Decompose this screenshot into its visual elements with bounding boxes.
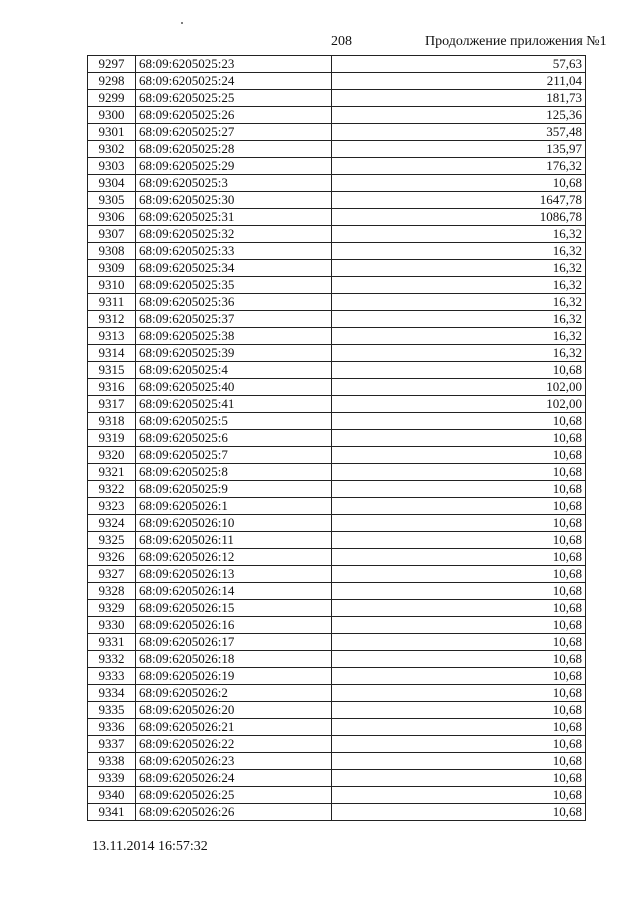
row-number-cell: 9297 [88,56,136,73]
cadastral-number-cell: 68:09:6205025:3 [136,175,332,192]
row-number-cell: 9341 [88,804,136,821]
area-value-cell: 10,68 [332,498,586,515]
cadastral-number-cell: 68:09:6205026:14 [136,583,332,600]
row-number-cell: 9321 [88,464,136,481]
row-number-cell: 9328 [88,583,136,600]
row-number-cell: 9312 [88,311,136,328]
area-value-cell: 102,00 [332,379,586,396]
row-number-cell: 9316 [88,379,136,396]
area-value-cell: 10,68 [332,566,586,583]
cadastral-number-cell: 68:09:6205025:34 [136,260,332,277]
cadastral-number-cell: 68:09:6205026:12 [136,549,332,566]
area-value-cell: 16,32 [332,311,586,328]
area-value-cell: 10,68 [332,617,586,634]
area-value-cell: 10,68 [332,362,586,379]
row-number-cell: 9324 [88,515,136,532]
table-row [88,73,586,90]
table-row [88,702,586,719]
cadastral-number-cell: 68:09:6205025:30 [136,192,332,209]
cadastral-register-table [87,55,586,821]
row-number-cell: 9337 [88,736,136,753]
area-value-cell: 10,68 [332,702,586,719]
row-number-cell: 9302 [88,141,136,158]
table-row [88,107,586,124]
table-row [88,498,586,515]
table-row [88,158,586,175]
page-number: 208 [331,34,352,49]
cadastral-number-cell: 68:09:6205025:4 [136,362,332,379]
area-value-cell: 16,32 [332,226,586,243]
table-row [88,56,586,73]
table-row [88,770,586,787]
cadastral-number-cell: 68:09:6205025:26 [136,107,332,124]
row-number-cell: 9336 [88,719,136,736]
area-value-cell: 211,04 [332,73,586,90]
cadastral-number-cell: 68:09:6205025:23 [136,56,332,73]
row-number-cell: 9338 [88,753,136,770]
table-row [88,804,586,821]
scan-speck [181,22,183,24]
table-row [88,260,586,277]
cadastral-number-cell: 68:09:6205026:18 [136,651,332,668]
area-value-cell: 10,68 [332,447,586,464]
cadastral-number-cell: 68:09:6205025:36 [136,294,332,311]
cadastral-number-cell: 68:09:6205025:24 [136,73,332,90]
area-value-cell: 10,68 [332,685,586,702]
area-value-cell: 16,32 [332,328,586,345]
table-row [88,192,586,209]
row-number-cell: 9314 [88,345,136,362]
cadastral-number-cell: 68:09:6205025:40 [136,379,332,396]
cadastral-number-cell: 68:09:6205025:25 [136,90,332,107]
area-value-cell: 10,68 [332,634,586,651]
row-number-cell: 9305 [88,192,136,209]
area-value-cell: 10,68 [332,583,586,600]
table-row [88,328,586,345]
row-number-cell: 9332 [88,651,136,668]
row-number-cell: 9309 [88,260,136,277]
cadastral-number-cell: 68:09:6205025:39 [136,345,332,362]
register-table-body [88,56,586,821]
row-number-cell: 9315 [88,362,136,379]
cadastral-number-cell: 68:09:6205026:1 [136,498,332,515]
area-value-cell: 10,68 [332,515,586,532]
table-row [88,226,586,243]
table-row [88,362,586,379]
cadastral-number-cell: 68:09:6205025:7 [136,447,332,464]
row-number-cell: 9322 [88,481,136,498]
area-value-cell: 1647,78 [332,192,586,209]
area-value-cell: 10,68 [332,770,586,787]
row-number-cell: 9303 [88,158,136,175]
table-row [88,430,586,447]
cadastral-number-cell: 68:09:6205026:22 [136,736,332,753]
table-row [88,311,586,328]
row-number-cell: 9320 [88,447,136,464]
row-number-cell: 9331 [88,634,136,651]
cadastral-number-cell: 68:09:6205025:8 [136,464,332,481]
table-row [88,396,586,413]
cadastral-number-cell: 68:09:6205026:16 [136,617,332,634]
area-value-cell: 16,32 [332,243,586,260]
table-row [88,736,586,753]
area-value-cell: 10,68 [332,736,586,753]
table-row [88,634,586,651]
row-number-cell: 9326 [88,549,136,566]
row-number-cell: 9339 [88,770,136,787]
cadastral-number-cell: 68:09:6205025:41 [136,396,332,413]
cadastral-number-cell: 68:09:6205025:28 [136,141,332,158]
cadastral-number-cell: 68:09:6205026:19 [136,668,332,685]
area-value-cell: 10,68 [332,753,586,770]
table-row [88,566,586,583]
row-number-cell: 9319 [88,430,136,447]
table-row [88,719,586,736]
row-number-cell: 9327 [88,566,136,583]
row-number-cell: 9301 [88,124,136,141]
table-row [88,617,586,634]
area-value-cell: 10,68 [332,787,586,804]
table-row [88,243,586,260]
table-row [88,532,586,549]
table-row [88,668,586,685]
row-number-cell: 9323 [88,498,136,515]
appendix-continuation-note: Продолжение приложения №1 [425,34,607,49]
cadastral-number-cell: 68:09:6205026:11 [136,532,332,549]
cadastral-number-cell: 68:09:6205025:35 [136,277,332,294]
cadastral-number-cell: 68:09:6205026:2 [136,685,332,702]
cadastral-number-cell: 68:09:6205026:26 [136,804,332,821]
table-row [88,481,586,498]
table-row [88,753,586,770]
table-row [88,294,586,311]
cadastral-number-cell: 68:09:6205025:29 [136,158,332,175]
area-value-cell: 125,36 [332,107,586,124]
table-row [88,379,586,396]
row-number-cell: 9325 [88,532,136,549]
table-row [88,583,586,600]
area-value-cell: 16,32 [332,294,586,311]
row-number-cell: 9340 [88,787,136,804]
table-row [88,124,586,141]
cadastral-number-cell: 68:09:6205025:9 [136,481,332,498]
table-row [88,447,586,464]
area-value-cell: 1086,78 [332,209,586,226]
area-value-cell: 16,32 [332,277,586,294]
cadastral-number-cell: 68:09:6205026:17 [136,634,332,651]
row-number-cell: 9335 [88,702,136,719]
table-row [88,90,586,107]
area-value-cell: 10,68 [332,804,586,821]
cadastral-number-cell: 68:09:6205025:33 [136,243,332,260]
area-value-cell: 10,68 [332,651,586,668]
area-value-cell: 10,68 [332,600,586,617]
table-row [88,175,586,192]
row-number-cell: 9308 [88,243,136,260]
table-row [88,464,586,481]
row-number-cell: 9311 [88,294,136,311]
area-value-cell: 10,68 [332,549,586,566]
cadastral-number-cell: 68:09:6205025:5 [136,413,332,430]
row-number-cell: 9304 [88,175,136,192]
cadastral-number-cell: 68:09:6205025:38 [136,328,332,345]
table-row [88,651,586,668]
cadastral-number-cell: 68:09:6205026:23 [136,753,332,770]
cadastral-number-cell: 68:09:6205026:24 [136,770,332,787]
row-number-cell: 9333 [88,668,136,685]
area-value-cell: 181,73 [332,90,586,107]
area-value-cell: 10,68 [332,668,586,685]
area-value-cell: 10,68 [332,430,586,447]
table-row [88,413,586,430]
cadastral-number-cell: 68:09:6205025:31 [136,209,332,226]
area-value-cell: 176,32 [332,158,586,175]
row-number-cell: 9307 [88,226,136,243]
area-value-cell: 10,68 [332,719,586,736]
row-number-cell: 9306 [88,209,136,226]
area-value-cell: 10,68 [332,532,586,549]
area-value-cell: 135,97 [332,141,586,158]
area-value-cell: 357,48 [332,124,586,141]
row-number-cell: 9334 [88,685,136,702]
table-row [88,515,586,532]
print-timestamp: 13.11.2014 16:57:32 [92,839,208,854]
area-value-cell: 16,32 [332,345,586,362]
row-number-cell: 9330 [88,617,136,634]
area-value-cell: 10,68 [332,175,586,192]
row-number-cell: 9317 [88,396,136,413]
cadastral-number-cell: 68:09:6205025:37 [136,311,332,328]
table-row [88,141,586,158]
table-row [88,787,586,804]
table-row [88,549,586,566]
row-number-cell: 9299 [88,90,136,107]
cadastral-number-cell: 68:09:6205026:21 [136,719,332,736]
row-number-cell: 9310 [88,277,136,294]
area-value-cell: 16,32 [332,260,586,277]
table-row [88,345,586,362]
table-row [88,209,586,226]
table-row [88,277,586,294]
table-row [88,685,586,702]
cadastral-number-cell: 68:09:6205026:20 [136,702,332,719]
cadastral-number-cell: 68:09:6205025:32 [136,226,332,243]
cadastral-number-cell: 68:09:6205026:25 [136,787,332,804]
area-value-cell: 10,68 [332,464,586,481]
table-row [88,600,586,617]
cadastral-number-cell: 68:09:6205026:13 [136,566,332,583]
row-number-cell: 9313 [88,328,136,345]
row-number-cell: 9298 [88,73,136,90]
area-value-cell: 10,68 [332,413,586,430]
area-value-cell: 10,68 [332,481,586,498]
row-number-cell: 9329 [88,600,136,617]
cadastral-number-cell: 68:09:6205025:6 [136,430,332,447]
row-number-cell: 9300 [88,107,136,124]
cadastral-number-cell: 68:09:6205026:15 [136,600,332,617]
area-value-cell: 102,00 [332,396,586,413]
area-value-cell: 57,63 [332,56,586,73]
cadastral-number-cell: 68:09:6205025:27 [136,124,332,141]
row-number-cell: 9318 [88,413,136,430]
cadastral-number-cell: 68:09:6205026:10 [136,515,332,532]
